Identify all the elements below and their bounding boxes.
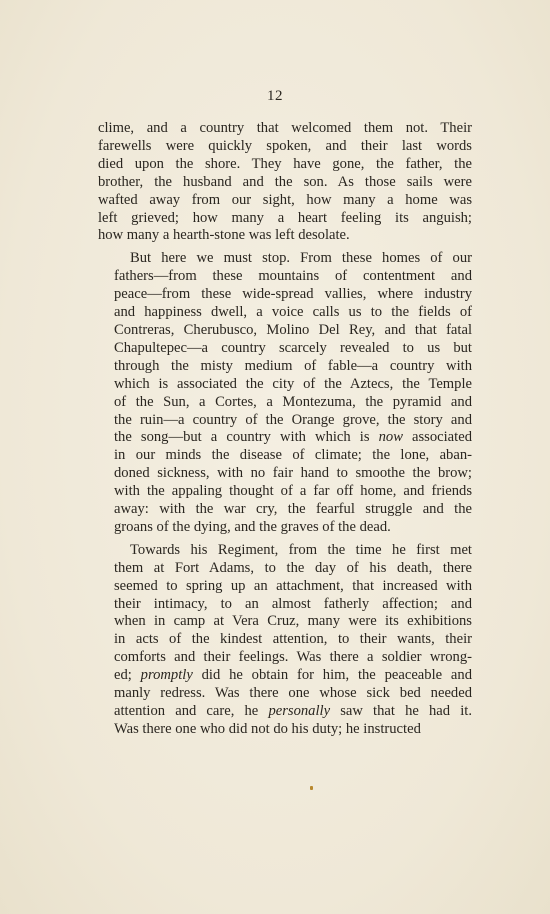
text-line: Chapultepec—a country scarcely revealed to us but	[114, 339, 472, 356]
text-line: with the appaling thought of a far off home, and friends	[114, 483, 472, 500]
paragraph	[98, 250, 472, 537]
text-line: manly redress. Was there one whose sick bed needed	[114, 685, 472, 702]
text-line: Was there one who did not do his duty; he instructed	[114, 720, 421, 737]
ink-mark	[310, 786, 313, 790]
text-line: peace—from these wide-spread vallies, where industry	[114, 286, 472, 303]
text-line: ed; promptly did he obtain for him, the peaceable and	[114, 667, 473, 684]
text-line: comforts and their feelings. Was there a soldier wrong-	[114, 649, 472, 666]
text-line: of the Sun, a Cortes, a Montezuma, the pyramid and	[114, 393, 472, 410]
italic-emphasis: promptly	[140, 667, 193, 684]
text-line: the song—but a country with which is now associated	[114, 429, 472, 446]
text-line: their intimacy, to an almost fatherly affection; and	[114, 595, 472, 612]
text-line: fathers—from these mountains of contentment and	[114, 268, 472, 285]
text-line: brother, the husband and the son. As those sails were	[98, 173, 472, 190]
text-line: attention and care, he personally saw that he had it.	[114, 703, 472, 719]
text-line: the ruin—a country of the Orange grove, the story and	[114, 411, 472, 428]
text-line: how many a hearth-stone was left desolate.	[98, 227, 350, 244]
text-line: Contreras, Cherubusco, Molino Del Rey, and that fatal	[114, 321, 472, 338]
text-line: through the misty medium of fable—a country with	[114, 357, 472, 374]
italic-emphasis: now	[378, 429, 403, 446]
body-text	[98, 120, 472, 739]
text-line: left grieved; how many a heart feeling its anguish;	[98, 209, 472, 226]
text-line: But here we must stop. From these homes of our	[130, 250, 472, 267]
text-line: them at Fort Adams, to the day of his death, there	[114, 559, 472, 576]
text-line: seemed to spring up an attachment, that increased with	[114, 577, 472, 594]
text-line: which is associated the city of the Aztecs, the Temple	[114, 375, 472, 392]
text-line: groans of the dying, and the graves of the dead.	[114, 518, 391, 535]
text-line: in our minds the disease of climate; the lone, aban-	[114, 447, 472, 464]
text-line: in acts of the kindest attention, to their wants, their	[114, 631, 472, 648]
italic-emphasis: personally	[268, 703, 331, 719]
page-number: 12	[267, 88, 283, 104]
paragraph	[98, 542, 472, 739]
text-line: when in camp at Vera Cruz, many were its exhibitions	[114, 613, 472, 630]
text-line: away: with the war cry, the fearful struggle and the	[114, 501, 472, 518]
text-line: wafted away from our sight, how many a home was	[98, 191, 472, 208]
text-line: doned sickness, with no fair hand to smoothe the brow;	[114, 465, 472, 482]
text-line: died upon the shore. They have gone, the father, the	[98, 155, 472, 172]
text-line: farewells were quickly spoken, and their last words	[98, 137, 472, 154]
text-line: Towards his Regiment, from the time he first met	[130, 541, 472, 558]
text-line: and happiness dwell, a voice calls us to the fields of	[114, 304, 472, 321]
paragraph	[98, 120, 472, 245]
text-line: clime, and a country that welcomed them not. Their	[98, 120, 472, 136]
